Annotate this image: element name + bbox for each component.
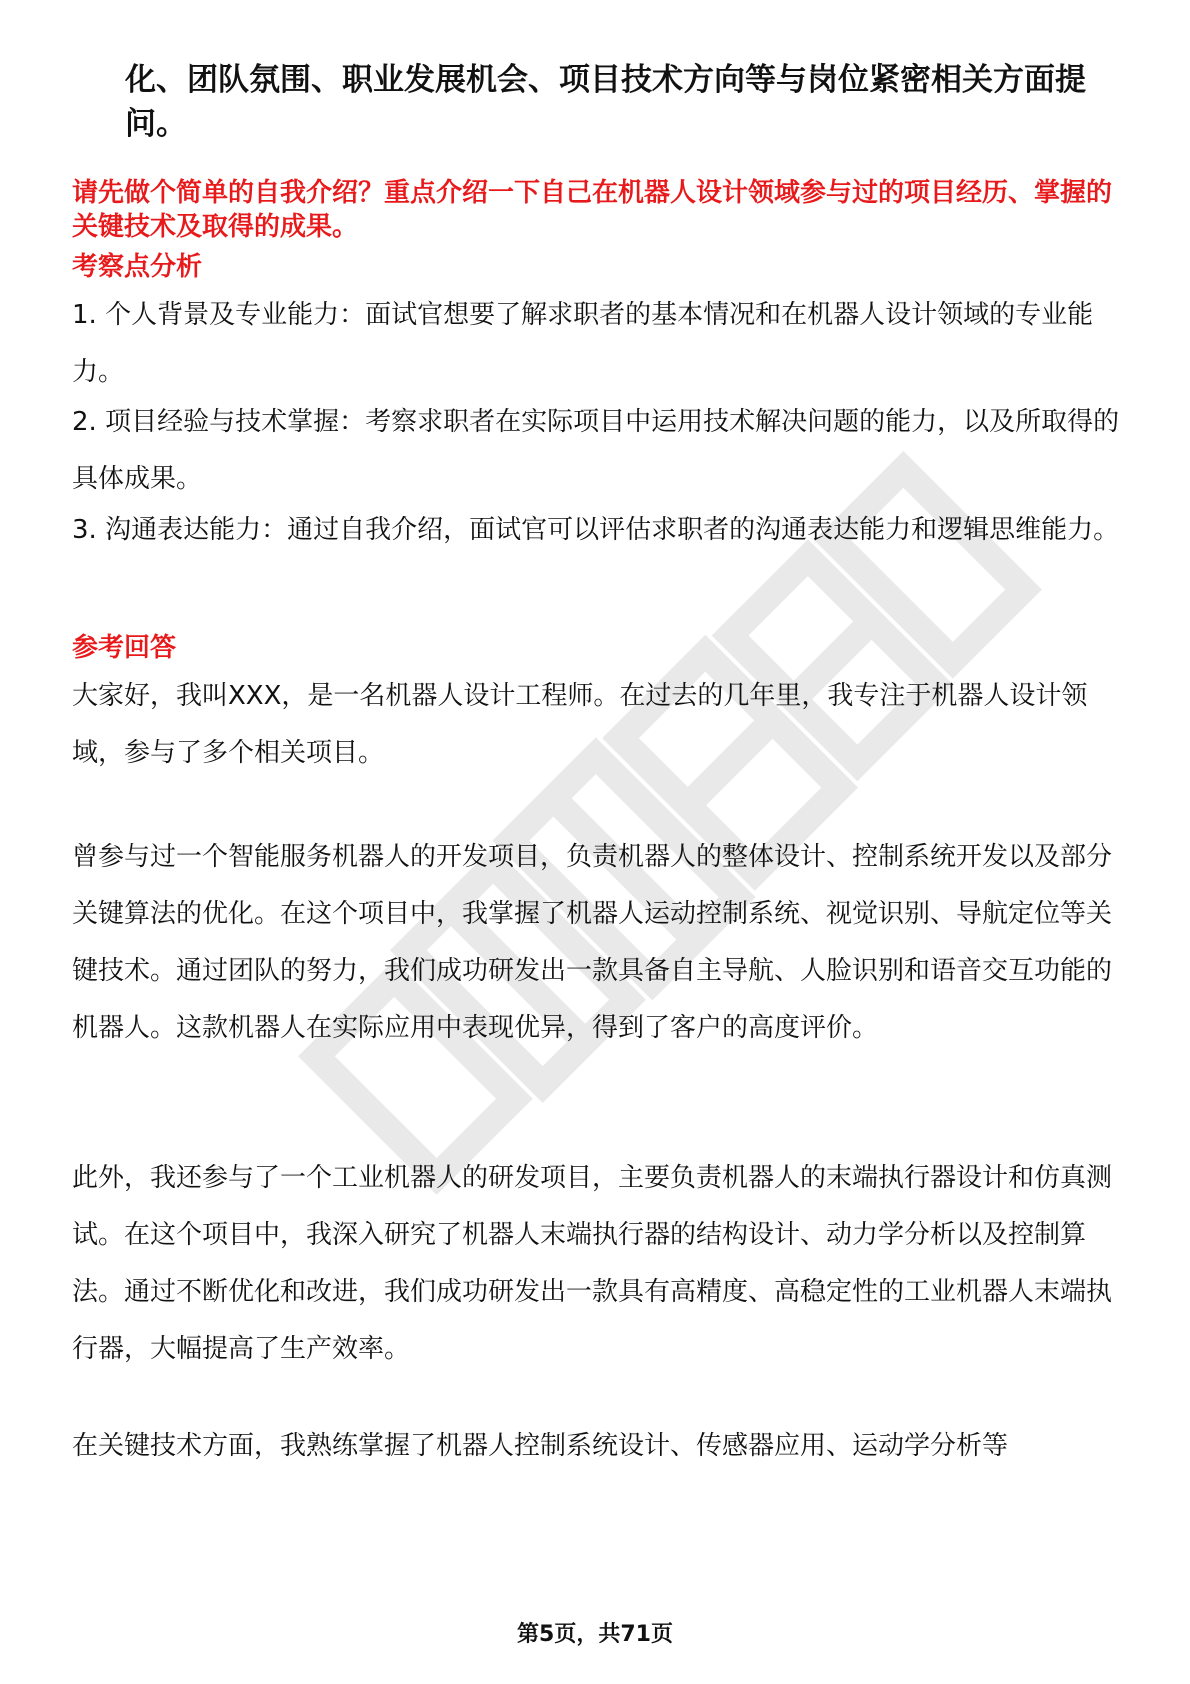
answer-paragraph-1: 大家好，我叫XXX，是一名机器人设计工程师。在过去的几年里，我专注于机器人设计领域，参与了多个相关项目。 — [72, 681, 1088, 768]
page-number: 第5页，共71页 — [517, 1622, 673, 1647]
intro-text: 化、团队氛围、职业发展机会、项目技术方向等与岗位紧密相关方面提问。 — [125, 62, 1086, 142]
analysis-point-2: 2. 项目经验与技术掌握：考察求职者在实际项目中运用技术解决问题的能力，以及所取得的具体成果。 — [72, 407, 1120, 494]
question-title: 请先做个简单的自我介绍？重点介绍一下自己在机器人设计领域参与过的项目经历、掌握的关键技术及取得的成果。 — [72, 178, 1113, 242]
answer-heading: 参考回答 — [72, 633, 177, 663]
answer-paragraph-3: 此外，我还参与了一个工业机器人的研发项目，主要负责机器人的末端执行器设计和仿真测试。在这个项目中，我深入研究了机器人末端执行器的结构设计、动力学分析以及控制算法。通过不断优化和改进，我们成功研发出一款具有高精度、高稳定性的工业机器人末端执行器，大幅提高了生产效率。 — [72, 1163, 1113, 1364]
answer-paragraph-4: 在关键技术方面，我熟练掌握了机器人控制系统设计、传感器应用、运动学分析等 — [72, 1431, 1009, 1461]
analysis-heading: 考察点分析 — [72, 252, 203, 282]
analysis-point-1: 1. 个人背景及专业能力：面试官想要了解求职者的基本情况和在机器人设计领域的专业能力。 — [72, 300, 1094, 387]
answer-paragraph-2: 曾参与过一个智能服务机器人的开发项目，负责机器人的整体设计、控制系统开发以及部分关键算法的优化。在这个项目中，我掌握了机器人运动控制系统、视觉识别、导航定位等关键技术。通过团队的努力，我们成功研发出一款具备自主导航、人脸识别和语音交互功能的机器人。这款机器人在实际应用中表现优异，得到了客户的高度评价。 — [72, 842, 1113, 1043]
analysis-point-3: 3. 沟通表达能力：通过自我介绍，面试官可以评估求职者的沟通表达能力和逻辑思维能力。 — [72, 515, 1120, 545]
